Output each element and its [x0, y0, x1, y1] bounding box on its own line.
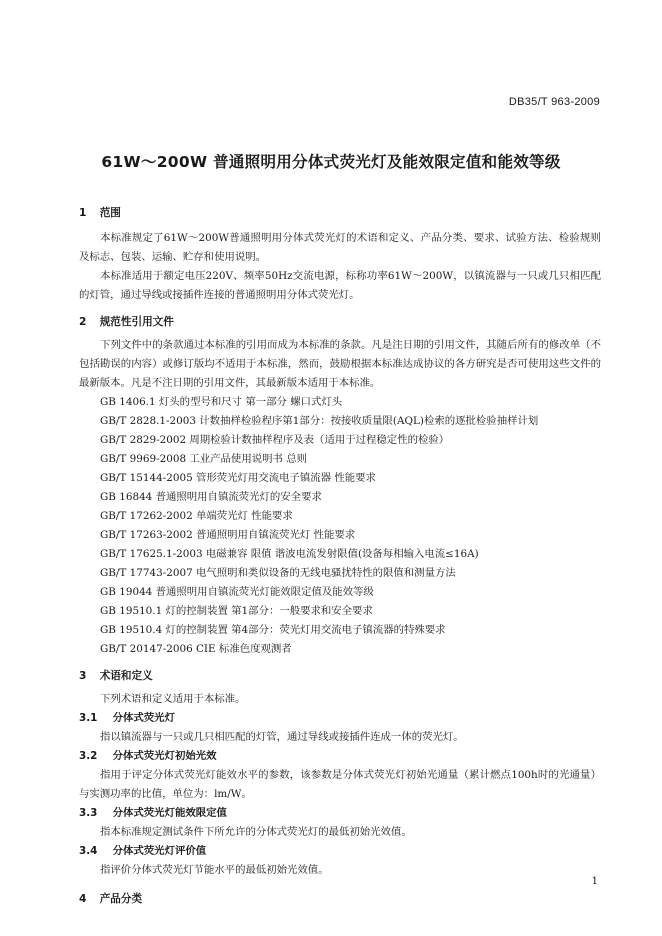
reference-item: GB 1406.1 灯头的型号和尺寸 第一部分 螺口式灯头	[100, 396, 343, 408]
term-number: 3.1	[79, 712, 98, 724]
term-number: 3.4	[79, 845, 98, 857]
scope-paragraph-1: 本标准规定了61W～200W普通照明用分体式荧光灯的术语和定义、产品分类、要求、试验方法、检验规则及标志、包装、运输、贮存和使用说明。	[79, 232, 601, 263]
term-title: 分体式荧光灯能效限定值	[112, 807, 227, 819]
references-intro: 下列文件中的条款通过本标准的引用而成为本标准的条款。凡是注日期的引用文件，其随后所有的修改单（不包括勘误的内容）或修订版均不适用于本标准，然而，鼓励根据本标准达成协议的各方研究是否可使用这些文件的最新版本。凡是不注日期的引用文件，其最新版本适用于本标准。	[79, 339, 601, 389]
reference-item: GB 19510.1 灯的控制装置 第1部分：一般要求和安全要求	[100, 605, 373, 617]
page-number: 1	[591, 876, 598, 887]
section-heading-scope	[79, 204, 601, 223]
term-definition: 指本标准规定测试条件下所允许的分体式荧光灯的最低初始光效值。	[100, 826, 412, 838]
term-definition: 指评价分体式荧光灯节能水平的最低初始光效值。	[100, 864, 329, 876]
section-number: 3	[79, 670, 87, 682]
term-definition: 指用于评定分体式荧光灯能效水平的参数，该参数是分体式荧光灯初始光通量（累计燃点100h时的光通量）与实测功率的比值，单位为：lm/W。	[79, 769, 601, 800]
reference-item: GB/T 17263-2002 普通照明用自镇流荧光灯 性能要求	[100, 529, 356, 541]
document-title: 61W～200W 普通照明用分体式荧光灯及能效限定值和能效等级	[101, 153, 561, 171]
section-heading-references	[79, 313, 601, 332]
section-title: 术语和定义	[99, 670, 153, 682]
term-title: 分体式荧光灯评价值	[112, 845, 207, 857]
section-number: 2	[79, 316, 87, 328]
reference-item: GB/T 15144-2005 管形荧光灯用交流电子镇流器 性能要求	[100, 472, 376, 484]
section-number: 4	[79, 893, 87, 905]
section-heading-terms	[79, 667, 601, 686]
standard-code: DB35/T 963-2009	[508, 96, 600, 108]
reference-item: GB 16844 普通照明用自镇流荧光灯的安全要求	[100, 491, 322, 503]
reference-item: GB 19510.4 灯的控制装置 第4部分：荧光灯用交流电子镇流器的特殊要求	[100, 624, 446, 636]
reference-item: GB 19044 普通照明用自镇流荧光灯能效限定值及能效等级	[100, 586, 374, 598]
terms-intro: 下列术语和定义适用于本标准。	[100, 693, 246, 705]
term-number: 3.2	[79, 750, 98, 762]
term-definition: 指以镇流器与一只或几只相匹配的灯管，通过导线或接插件连成一体的荧光灯。	[100, 731, 464, 743]
term-number: 3.3	[79, 807, 98, 819]
reference-item: GB/T 2829-2002 周期检验计数抽样程序及表（适用于过程稳定性的检验）	[100, 434, 450, 446]
term-heading	[79, 709, 601, 728]
reference-item: GB/T 2828.1-2003 计数抽样检验程序第1部分：按接收质量限(AQL)检索的逐批检验抽样计划	[100, 415, 539, 427]
document-body	[79, 204, 601, 909]
section-title: 规范性引用文件	[99, 316, 174, 328]
section-heading-classification	[79, 890, 601, 909]
reference-item: GB/T 17743-2007 电气照明和类似设备的无线电骚扰特性的限值和测量方法	[100, 567, 456, 579]
reference-item: GB/T 20147-2006 CIE 标准色度观测者	[100, 643, 292, 655]
term-title: 分体式荧光灯	[112, 712, 175, 724]
term-title: 分体式荧光灯初始光效	[112, 750, 217, 762]
reference-item: GB/T 17625.1-2003 电磁兼容 限值 谐波电流发射限值(设备每相输入电流≤16A)	[100, 548, 479, 560]
term-heading	[79, 804, 601, 823]
term-heading	[79, 842, 601, 861]
section-title: 范围	[99, 207, 121, 219]
term-heading	[79, 747, 601, 766]
reference-item: GB/T 17262-2002 单端荧光灯 性能要求	[100, 510, 293, 522]
section-number: 1	[79, 207, 87, 219]
scope-paragraph-2: 本标准适用于额定电压220V、频率50Hz交流电源，标称功率61W～200W，以镇流器与一只或几只相匹配的灯管，通过导线或接插件连接的普通照明用分体式荧光灯。	[79, 270, 601, 301]
section-title: 产品分类	[99, 893, 143, 905]
reference-item: GB/T 9969-2008 工业产品使用说明书 总则	[100, 453, 307, 465]
